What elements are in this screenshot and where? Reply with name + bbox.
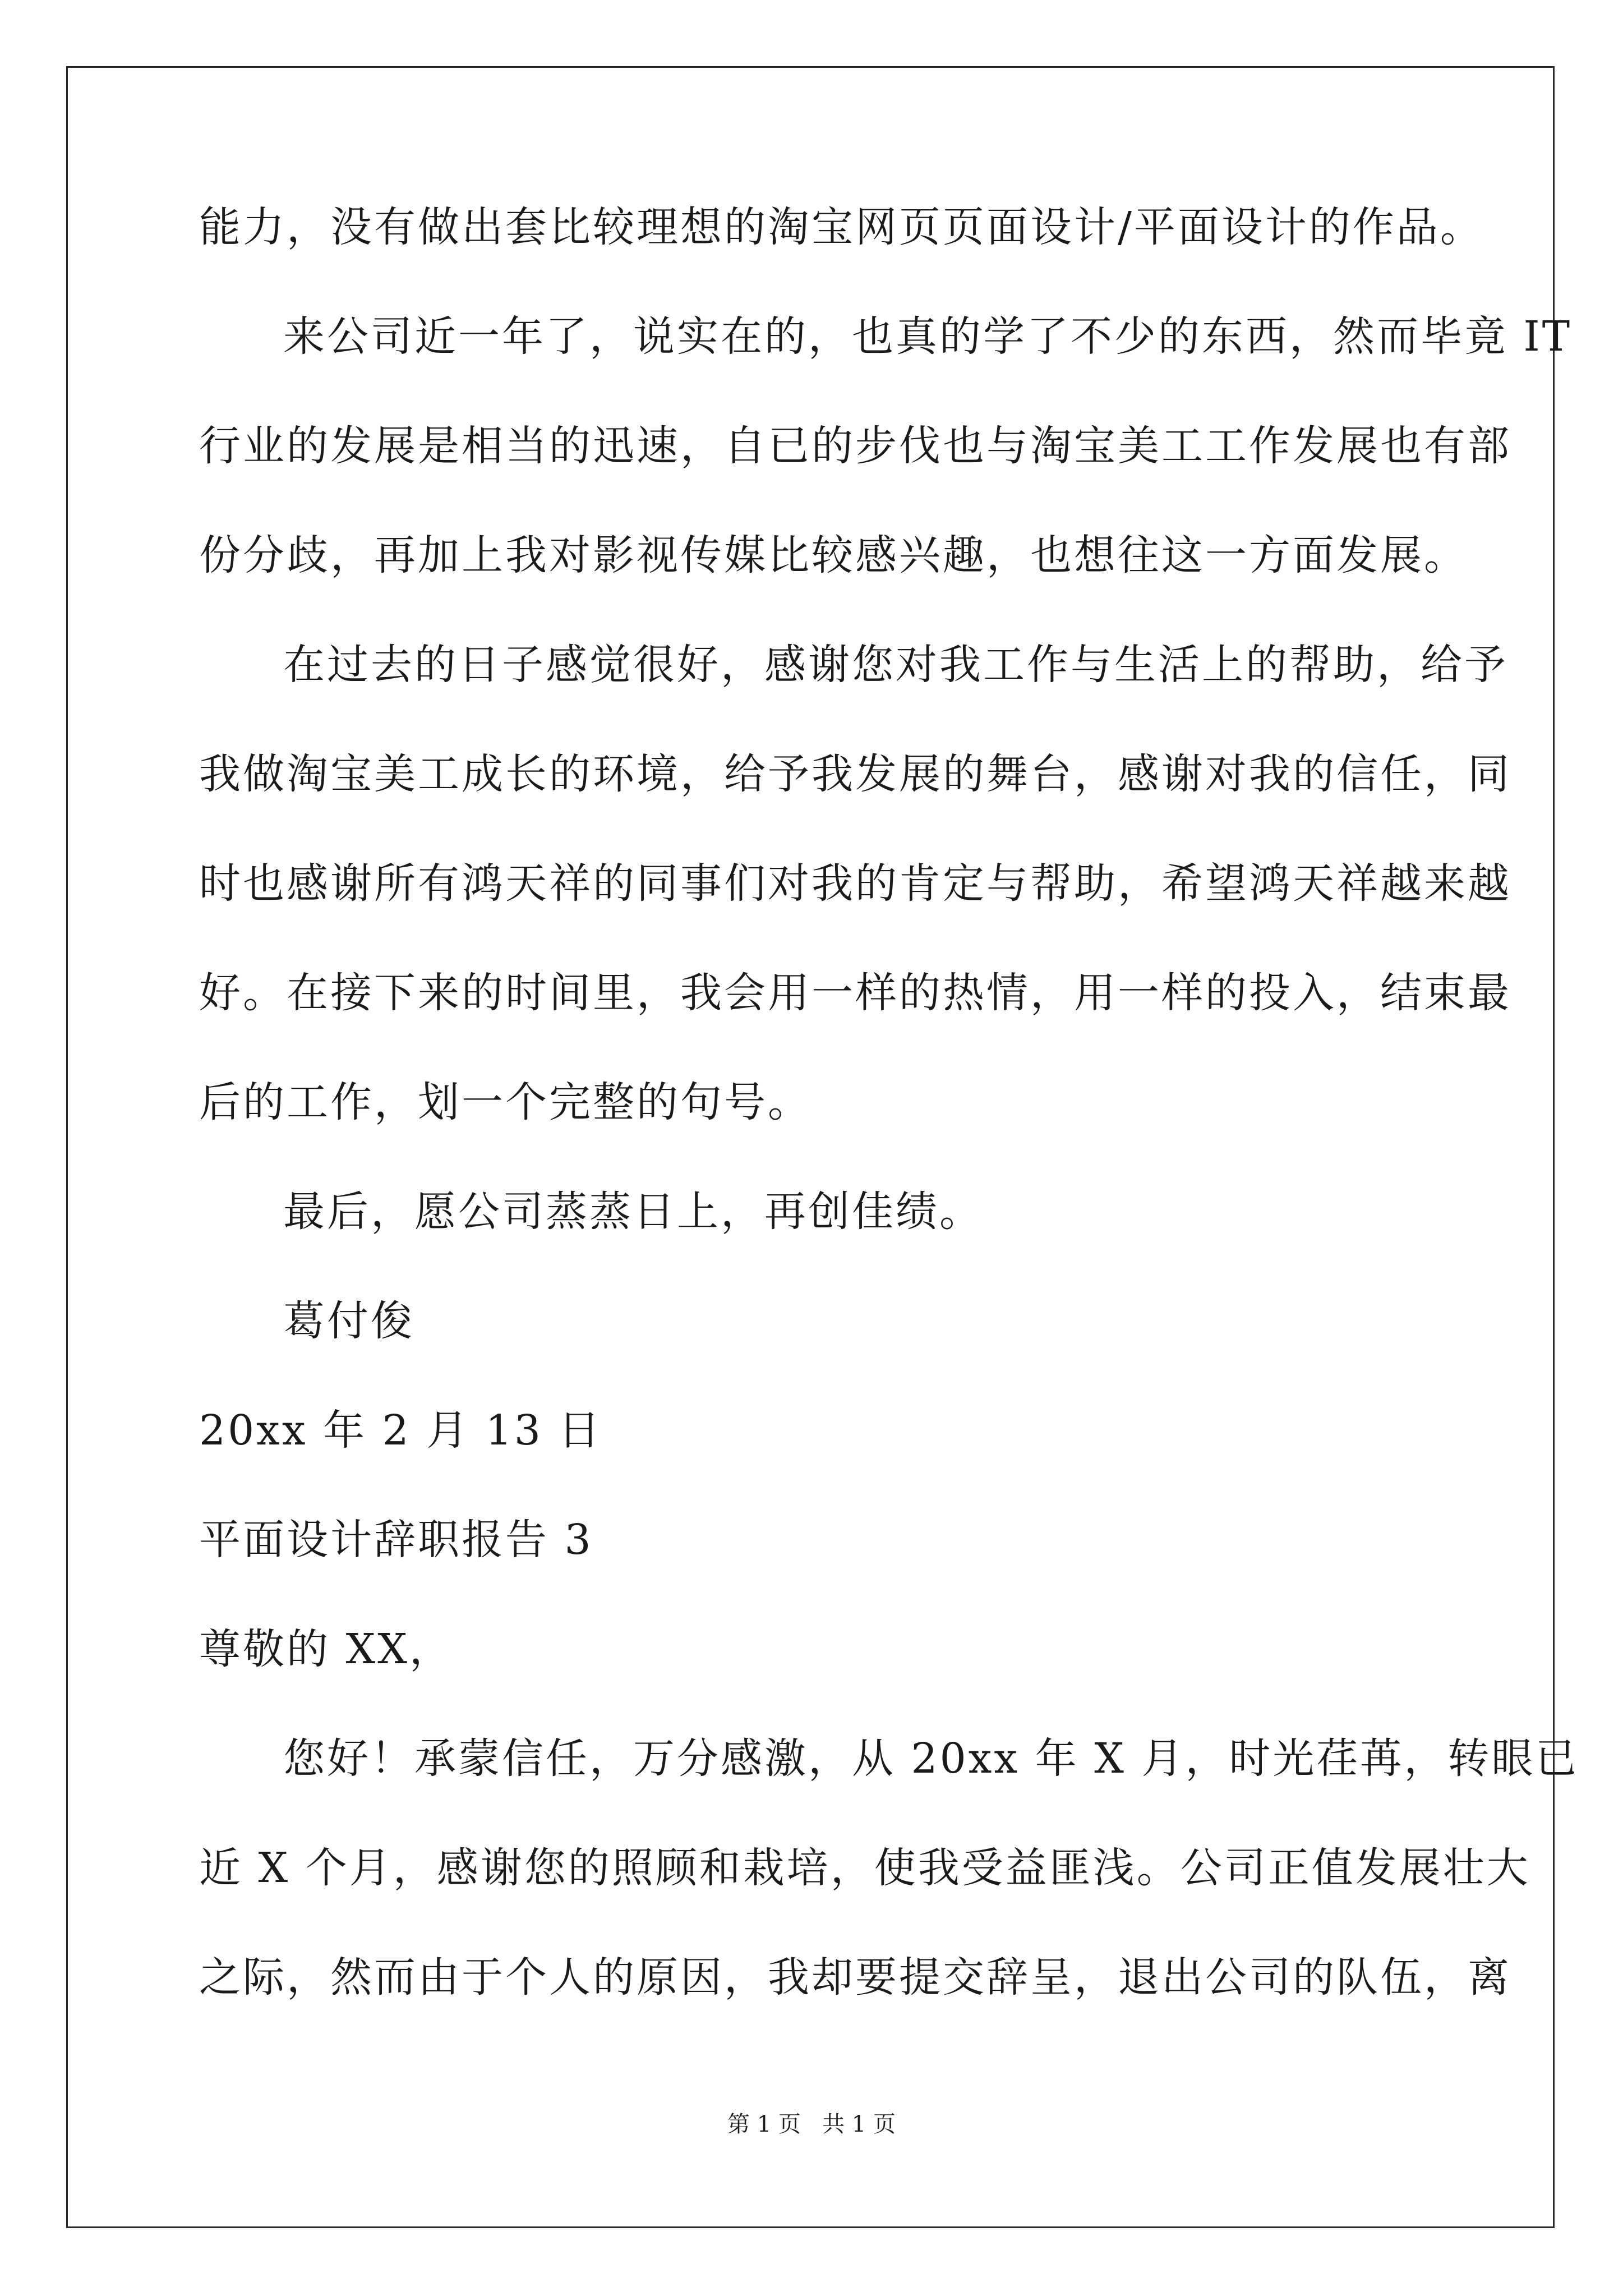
paragraph-line: 在过去的日子感觉很好，感谢您对我工作与生活上的帮助，给予 [283,641,1508,689]
page-footer: 第 1 页 共 1 页 [727,2111,896,2137]
paragraph-line: 我做淘宝美工成长的环境，给予我发展的舞台，感谢对我的信任，同 [199,750,1511,798]
paragraph-line: 您好！承蒙信任，万分感激，从 20xx 年 X 月，时光荏苒，转眼已 [283,1734,1579,1783]
paragraph-line: 近 X 个月，感谢您的照顾和栽培，使我受益匪浅。公司正值发展壮大 [199,1844,1530,1892]
signature-date: 20xx 年 2 月 13 日 [199,1406,602,1455]
paragraph-line: 后的工作，划一个完整的句号。 [199,1078,811,1126]
closing-line: 最后，愿公司蒸蒸日上，再创佳绩。 [283,1188,983,1236]
signature-name: 葛付俊 [283,1297,414,1345]
paragraph-line: 之际，然而由于个人的原因，我却要提交辞呈，退出公司的队伍，离 [199,1953,1511,2001]
paragraph-line: 时也感谢所有鸿天祥的同事们对我的肯定与帮助，希望鸿天祥越来越 [199,859,1511,908]
paragraph-line: 行业的发展是相当的迅速，自已的步伐也与淘宝美工工作发展也有部 [199,422,1511,470]
paragraph-line: 能力，没有做出套比较理想的淘宝网页页面设计/平面设计的作品。 [199,203,1484,251]
paragraph-line: 好。在接下来的时间里，我会用一样的热情，用一样的投入，结束最 [199,969,1511,1017]
paragraph-line: 来公司近一年了，说实在的，也真的学了不少的东西，然而毕竟 IT [283,312,1573,361]
paragraph-line: 份分歧，再加上我对影视传媒比较感兴趣，也想往这一方面发展。 [199,531,1468,579]
document-body [199,199,1579,2059]
salutation: 尊敬的 XX， [199,1625,453,1673]
section-heading: 平面设计辞职报告 3 [199,1516,593,1564]
